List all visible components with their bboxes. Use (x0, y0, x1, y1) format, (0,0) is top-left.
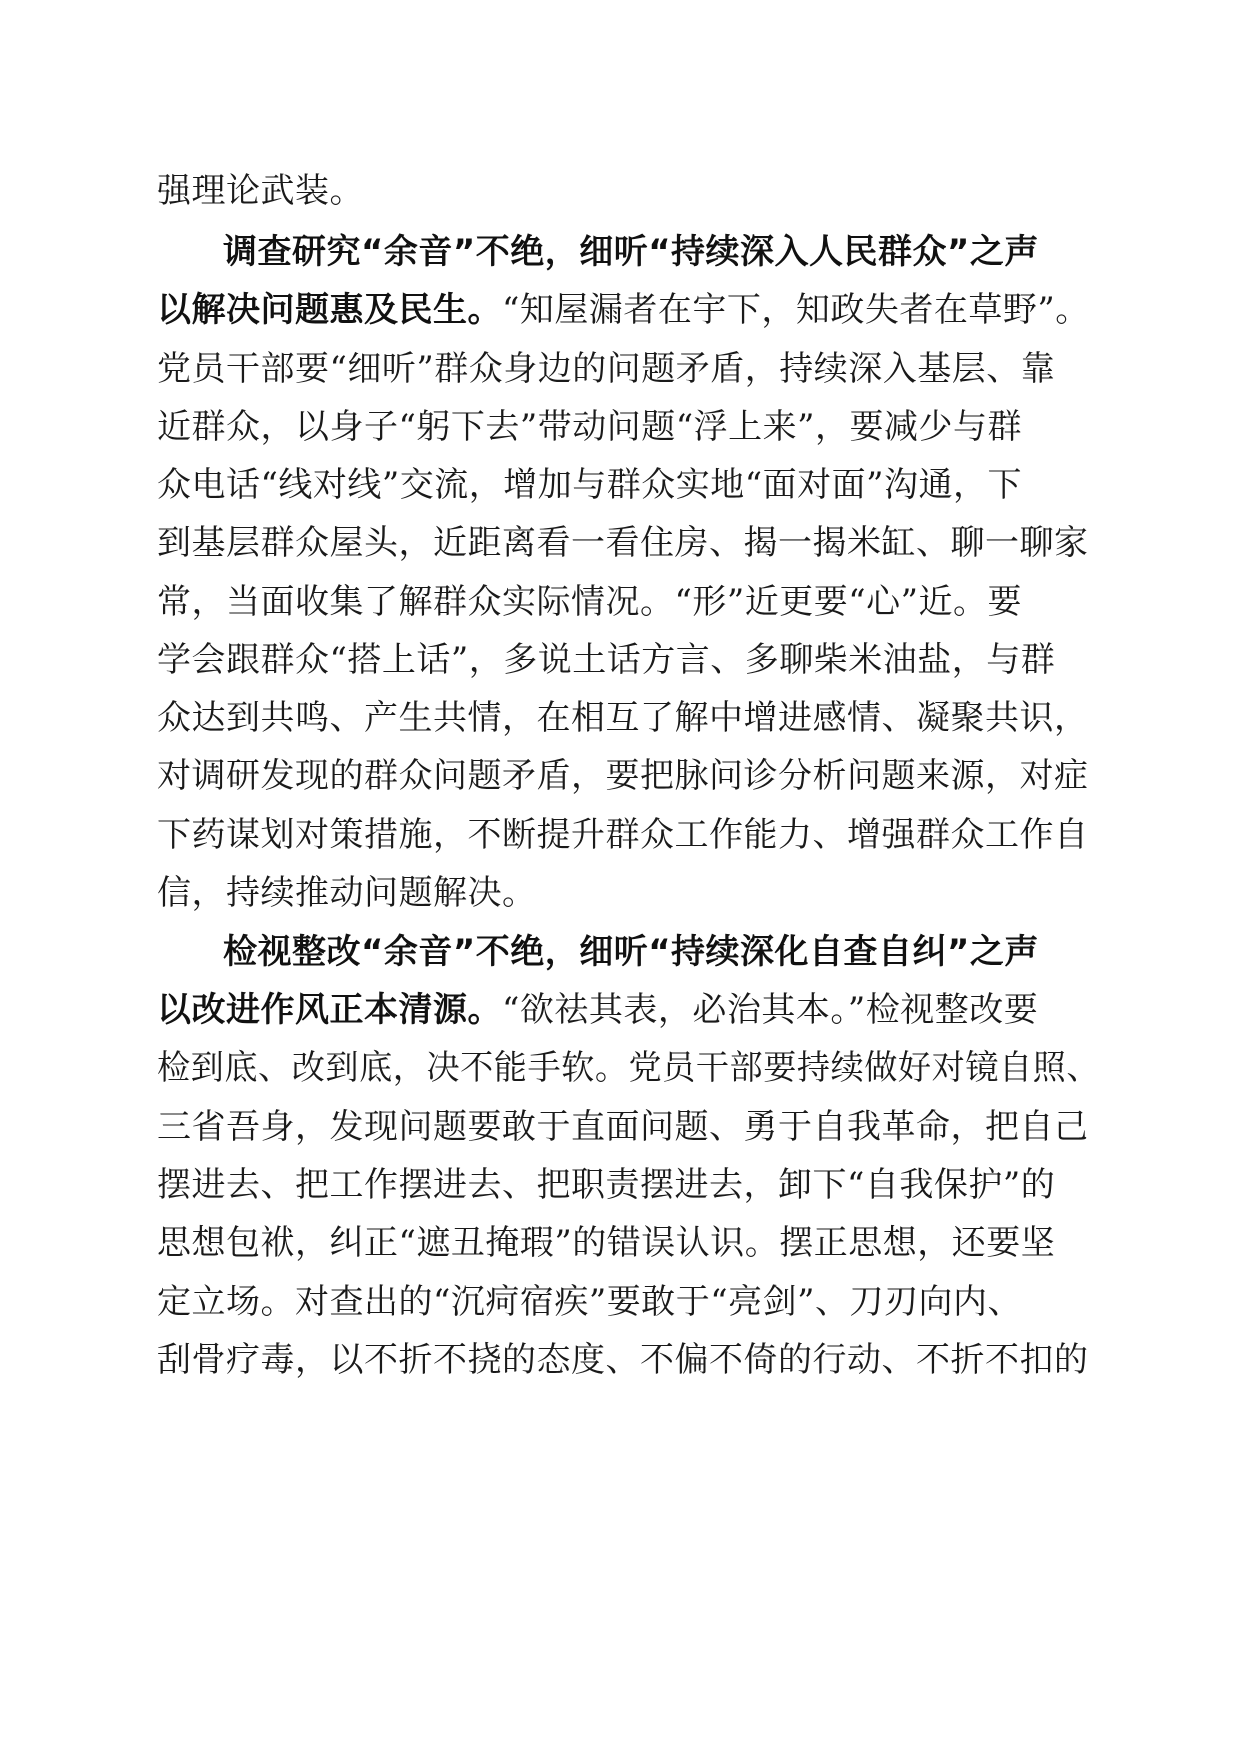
text-line-4 (157, 343, 1055, 395)
line-text: 摆进去、把工作摆进去、把职责摆进去，卸下“自我保护”的 (157, 1165, 1056, 1205)
text-line-17 (157, 1101, 1089, 1153)
text-line-5 (157, 401, 1022, 453)
text-line-11 (157, 750, 1089, 802)
text-line-10 (157, 692, 1089, 744)
line-text: 下药谋划对策措施，不断提升群众工作能力、增强群众工作自 (157, 815, 1089, 855)
section-heading-investigation (223, 226, 1039, 278)
text-line-3 (157, 284, 1090, 336)
line-text: 众达到共鸣、产生共情，在相互了解中增进感情、凝聚共识， (157, 698, 1089, 738)
line-text: 党员干部要“细听”群众身边的问题矛盾，持续深入基层、靠 (157, 349, 1056, 389)
text-line-7 (157, 517, 1089, 569)
bold-lead: 以解决问题惠及民生。 (157, 290, 502, 330)
line-text: 对调研发现的群众问题矛盾，要把脉问诊分析问题来源，对症 (157, 756, 1089, 796)
text-line-12 (157, 809, 1089, 861)
text-line-13 (157, 867, 537, 919)
line-text: 刮骨疗毒，以不折不挠的态度、不偏不倚的行动、不折不扣的 (157, 1340, 1089, 1380)
line-text: 到基层群众屋头，近距离看一看住房、揭一揭米缸、聊一聊家 (157, 523, 1089, 563)
line-text: 强理论武装。 (157, 171, 364, 211)
line-text: 定立场。对查出的“沉疴宿疾”要敢于“亮剑”、刀刃向内、 (157, 1282, 1023, 1322)
line-text: 学会跟群众“搭上话”，多说土话方言、多聊柴米油盐，与群 (157, 640, 1056, 680)
bold-lead: 调查研究“余音”不绝，细听“持续深入人民群众”之声 (223, 232, 1039, 272)
line-text: “知屋漏者在宇下，知政失者在草野”。 (502, 290, 1090, 330)
text-line-8 (157, 576, 1022, 628)
text-line-16 (157, 1042, 1100, 1094)
text-line-6 (157, 459, 1022, 511)
bold-lead: 检视整改“余音”不绝，细听“持续深化自查自纠”之声 (223, 932, 1039, 972)
bold-lead: 以改进作风正本清源。 (157, 990, 502, 1030)
section-heading-rectification (223, 926, 1039, 978)
line-text: 信，持续推动问题解决。 (157, 873, 537, 913)
text-line-19 (157, 1217, 1055, 1269)
line-text: 近群众，以身子“躬下去”带动问题“浮上来”，要减少与群 (157, 407, 1023, 447)
line-text: 思想包袱，纠正“遮丑掩瑕”的错误认识。摆正思想，还要坚 (157, 1223, 1056, 1263)
text-line-18 (157, 1159, 1055, 1211)
text-line-21 (157, 1334, 1089, 1386)
line-text: 众电话“线对线”交流，增加与群众实地“面对面”沟通，下 (157, 465, 1023, 505)
text-line-9 (157, 634, 1055, 686)
text-line-15 (157, 984, 1038, 1036)
text-line-20 (157, 1276, 1022, 1328)
line-text: 常，当面收集了解群众实际情况。“形”近更要“心”近。要 (157, 582, 1023, 622)
text-line-1 (157, 165, 364, 217)
line-text: 三省吾身，发现问题要敢于直面问题、勇于自我革命，把自己 (157, 1107, 1089, 1147)
line-text: “欲祛其表，必治其本。”检视整改要 (502, 990, 1039, 1030)
line-text: 检到底、改到底，决不能手软。党员干部要持续做好对镜自照、 (157, 1048, 1101, 1088)
